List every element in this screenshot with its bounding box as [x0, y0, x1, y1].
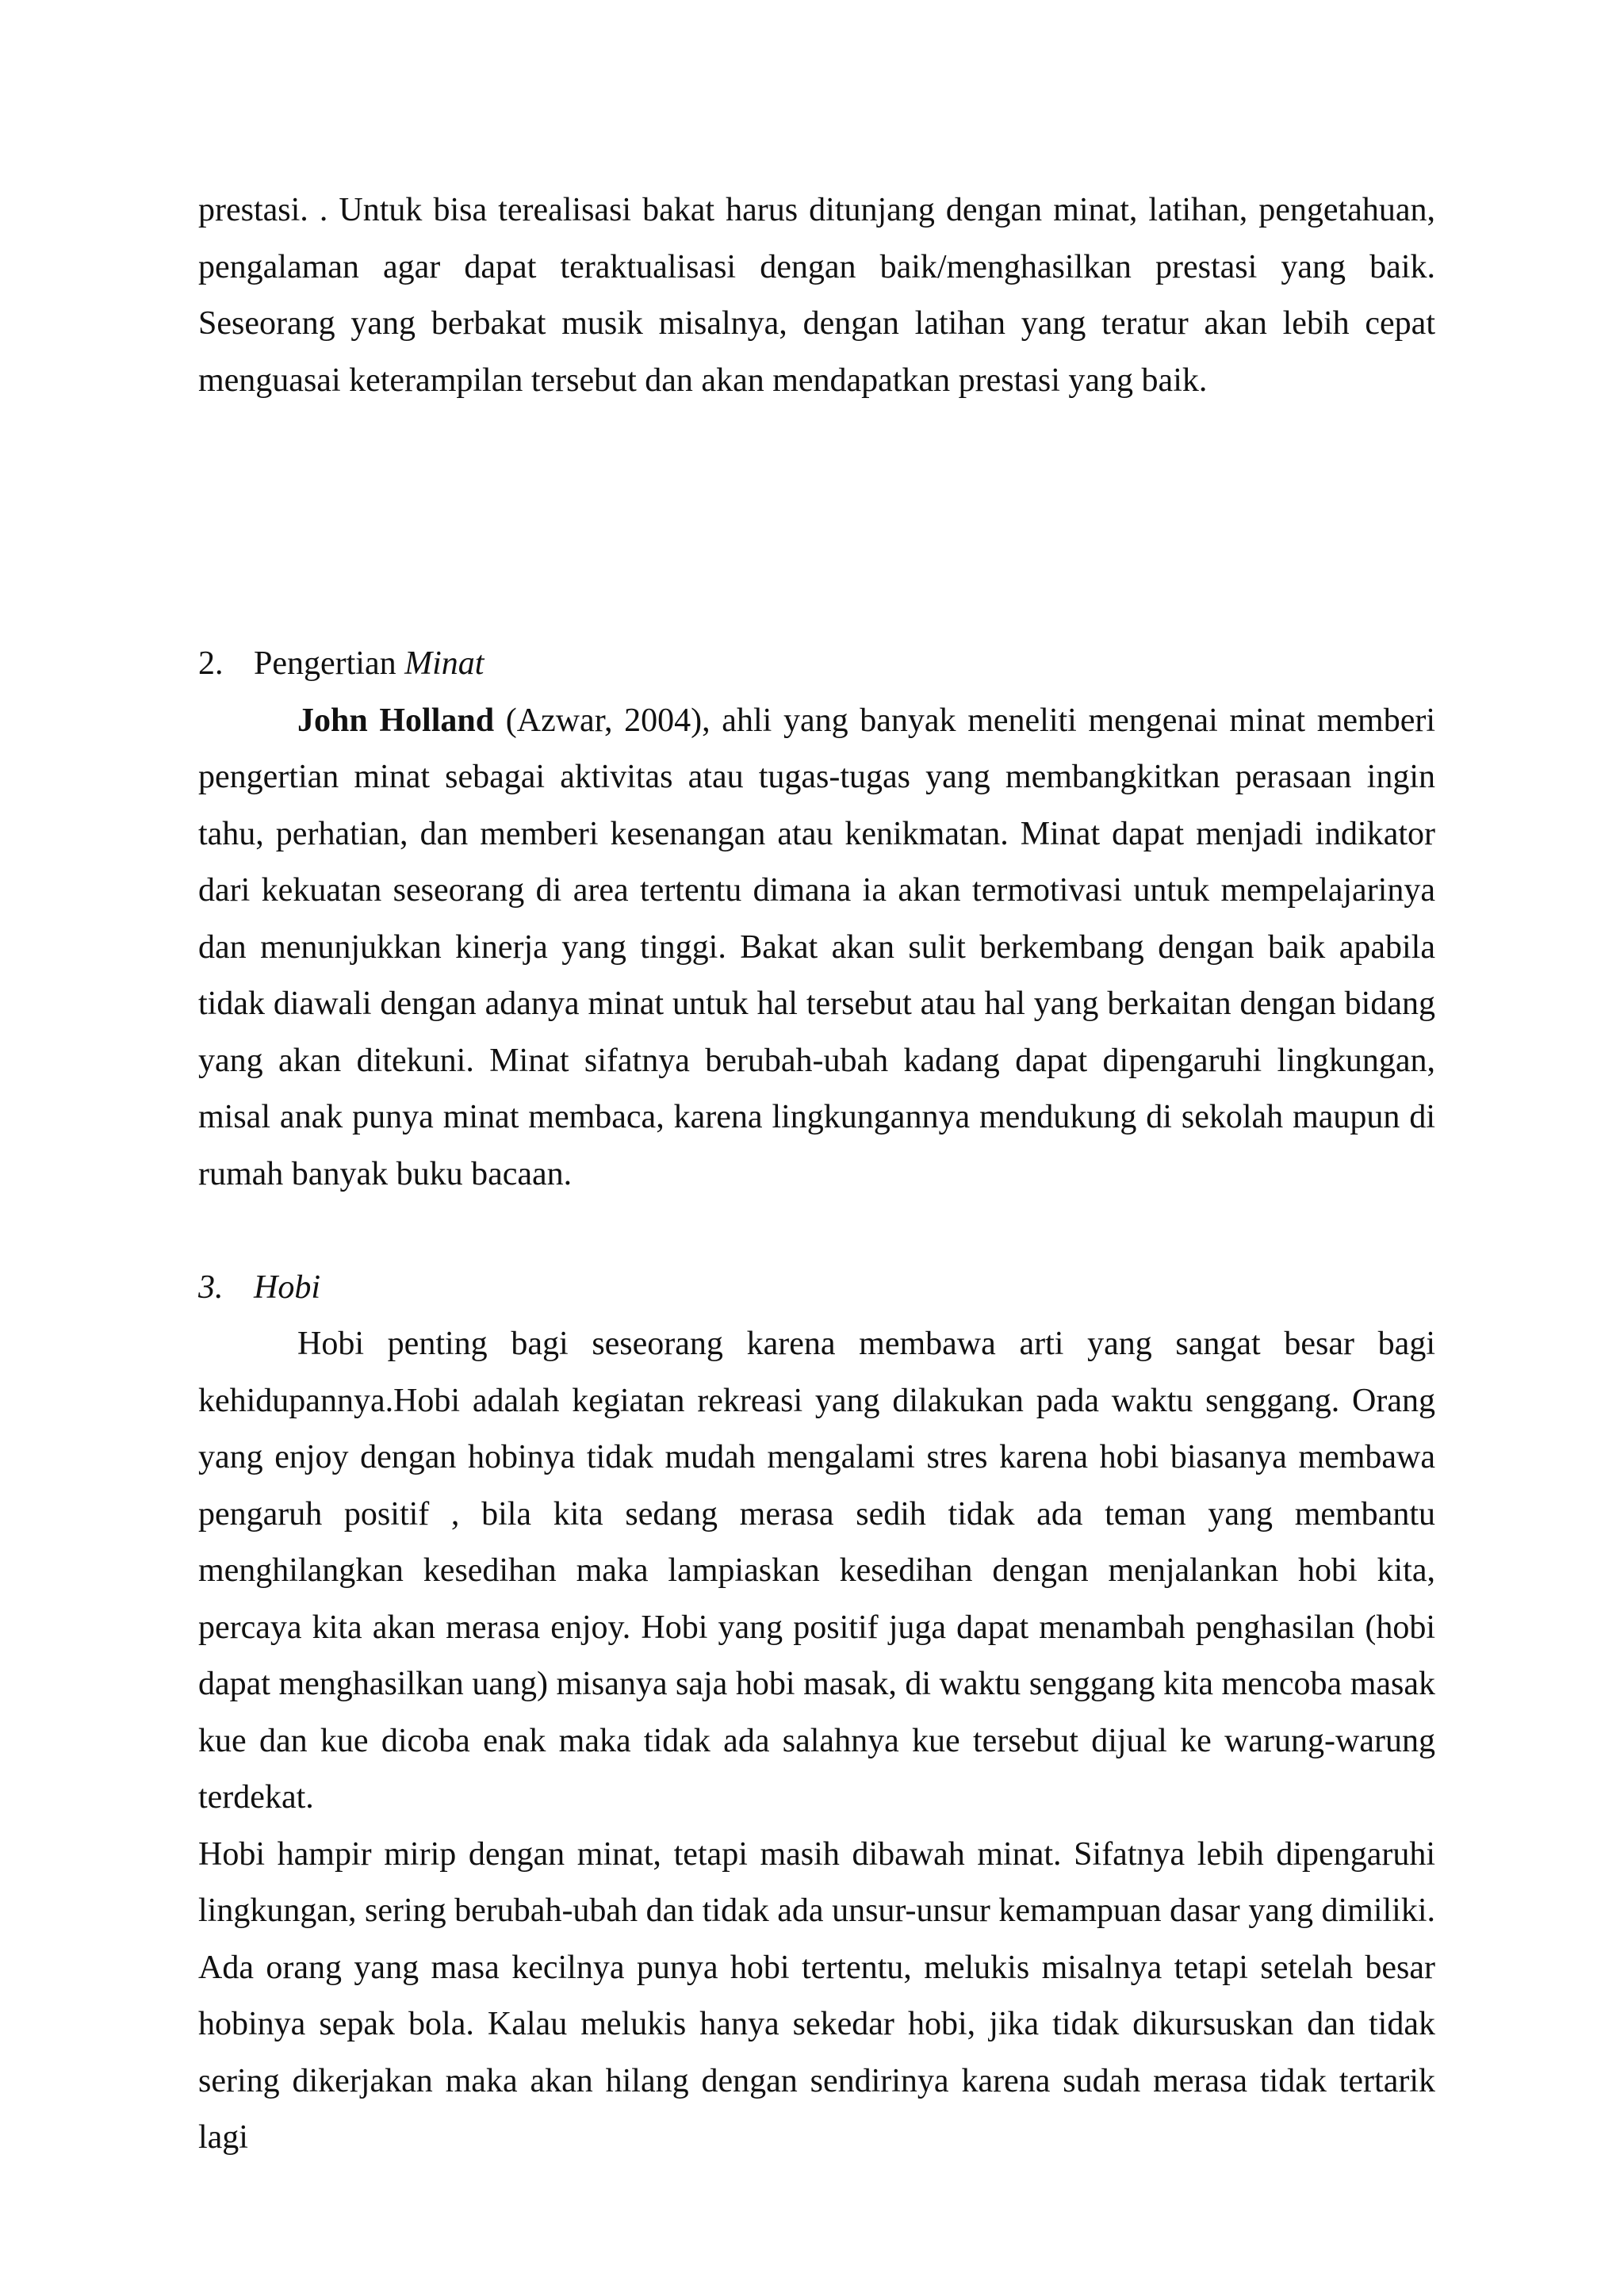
spacer — [198, 1203, 1435, 1260]
spacer — [198, 409, 1435, 636]
section-title — [254, 636, 484, 693]
section-3-paragraph-2: Hobi hampir mirip dengan minat, tetapi masih dibawah minat. Sifatnya lebih dipengaruhi lingkungan, sering berubah-ubah dan tidak ada unsur-unsur kemampuan dasar yang dimiliki. Ada orang yang masa kecilnya punya hobi tertentu, melukis misalnya tetapi setelah besar hobinya sepak bola. Kalau melukis hanya sekedar hobi, jika tidak dikursuskan dan tidak sering dikerjakan maka akan hilang dengan sendirinya karena sudah merasa tidak tertarik lagi — [198, 1835, 1435, 2156]
section-3-paragraph-1: Hobi penting bagi seseorang karena membawa arti yang sangat besar bagi kehidupannya.Hobi adalah kegiatan rekreasi yang dilakukan pada waktu senggang. Orang yang enjoy dengan hobinya tidak mudah mengalami stres karena hobi biasanya membawa pengaruh positif , bila kita sedang merasa sedih tidak ada teman yang membantu menghilangkan kesedihan maka lampiaskan kesedihan dengan menjalankan hobi kita, percaya kita akan merasa enjoy. Hobi yang positif juga dapat menambah penghasilan (hobi dapat menghasilkan uang) misanya saja hobi masak, di waktu senggang kita mencoba masak kue dan kue dicoba enak maka tidak ada salahnya kue tersebut dijual ke warung-warung terdekat. — [198, 1326, 1435, 1816]
document-page — [198, 182, 1435, 2167]
section-3-heading — [198, 1260, 1435, 1317]
section-number: 2. — [198, 645, 224, 682]
section-number: 3. — [198, 1269, 224, 1306]
section-2-body: (Azwar, 2004), ahli yang banyak meneliti mengenai minat memberi pengertian minat sebagai aktivitas atau tugas-tugas yang membangkitkan perasaan ingin tahu, perhatian, dan memberi kesenangan atau kenikmatan. Minat dapat menjadi indikator dari kekuatan seseorang di area tertentu dimana ia akan termotivasi untuk mempelajarinya dan menunjukkan kinerja yang tinggi. Bakat akan sulit berkembang dengan baik apabila tidak diawali dengan adanya minat untuk hal tersebut atau hal yang berkaitan dengan bidang yang akan ditekuni. Minat sifatnya berubah-ubah kadang dapat dipengaruhi lingkungan, misal anak punya minat membaca, karena lingkungannya mendukung di sekolah maupun di rumah banyak buku bacaan. — [198, 702, 1435, 1192]
section-title: Hobi — [254, 1269, 320, 1306]
section-title-italic: Minat — [404, 645, 485, 682]
section-2-paragraph — [198, 693, 1435, 1203]
section-title-plain: Pengertian — [254, 645, 405, 682]
section-2-heading — [198, 636, 1435, 693]
author-name: John Holland — [297, 702, 495, 739]
paragraph-intro: prestasi. . Untuk bisa terealisasi bakat harus ditunjang dengan minat, latihan, pengetahuan, pengalaman agar dapat teraktualisasi dengan baik/menghasilkan prestasi yang baik. Seseorang yang berbakat musik misalnya, dengan latihan yang teratur akan lebih cepat menguasai keterampilan tersebut dan akan mendapatkan prestasi yang baik. — [198, 192, 1435, 399]
